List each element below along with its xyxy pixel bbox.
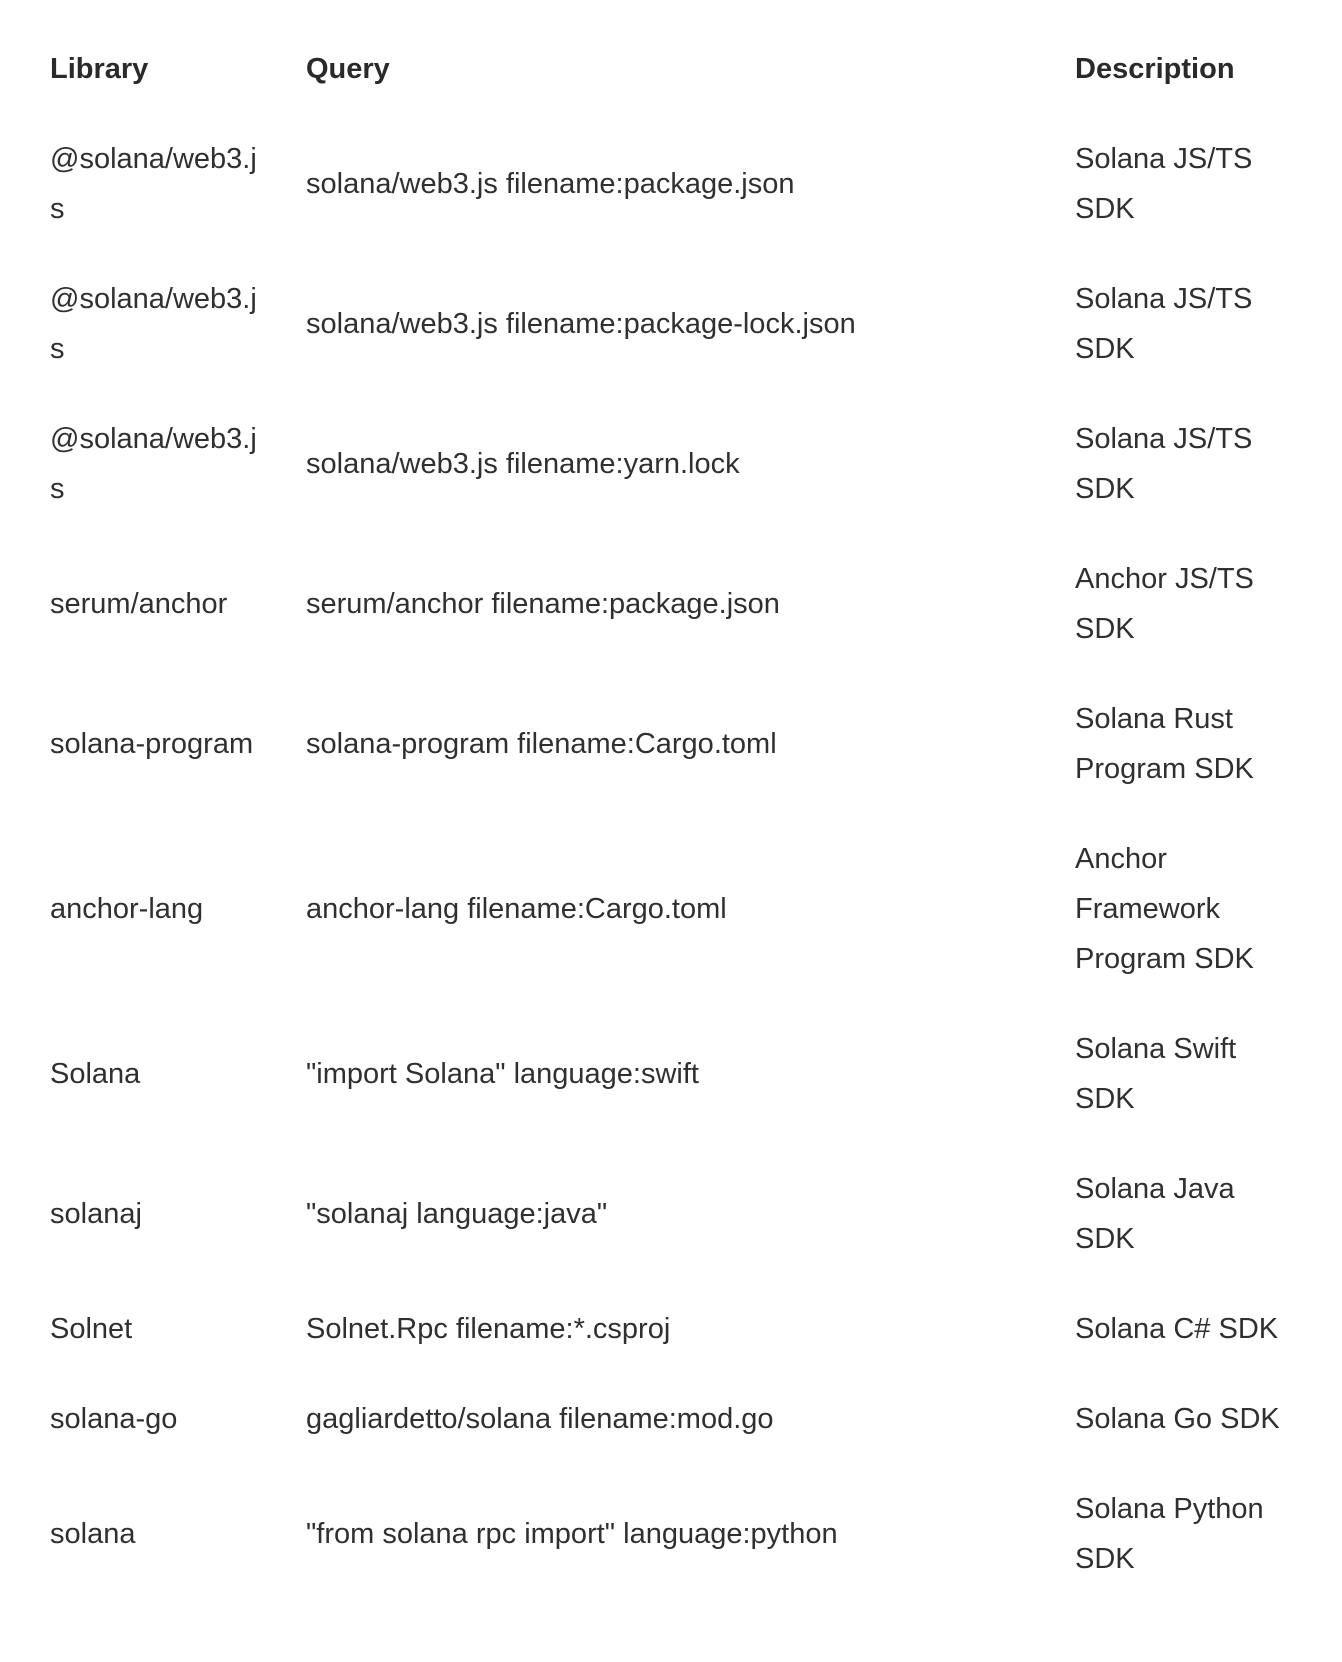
cell-description: Solana C# SDK [1075, 1313, 1279, 1345]
cell-query: gagliardetto/solana filename:mod.go [306, 1403, 774, 1435]
cell-library: anchor-lang [50, 893, 204, 925]
cell-library: Solana [50, 1058, 141, 1090]
library-query-table [30, 24, 1305, 1604]
cell-description: Solana Java SDK [1075, 1173, 1235, 1255]
table-row [30, 534, 1305, 674]
cell-library: @solana/web3.js [50, 423, 257, 505]
cell-description: Solana JS/TS SDK [1075, 423, 1253, 505]
table-row [30, 674, 1305, 814]
table-row [30, 254, 1305, 394]
cell-description: Solana Go SDK [1075, 1403, 1280, 1435]
cell-description: Anchor JS/TS SDK [1075, 563, 1254, 645]
table-row [30, 1144, 1305, 1284]
cell-description: Solana Rust Program SDK [1075, 703, 1254, 785]
cell-description: Anchor Framework Program SDK [1075, 843, 1254, 975]
cell-description: Solana Swift SDK [1075, 1033, 1237, 1115]
table-header-row [30, 24, 1305, 114]
table-row [30, 814, 1305, 1004]
table-row [30, 1374, 1305, 1464]
table-row [30, 1464, 1305, 1604]
cell-query: "solanaj language:java" [306, 1198, 608, 1230]
table-row [30, 394, 1305, 534]
cell-library: Solnet [50, 1313, 133, 1345]
cell-query: solana-program filename:Cargo.toml [306, 728, 777, 760]
cell-query: solana/web3.js filename:yarn.lock [306, 448, 740, 480]
cell-library: solana-program [50, 728, 254, 760]
cell-query: anchor-lang filename:Cargo.toml [306, 893, 727, 925]
cell-library: serum/anchor [50, 588, 228, 620]
cell-library: @solana/web3.js [50, 283, 257, 365]
cell-description: Solana Python SDK [1075, 1493, 1264, 1575]
cell-query: serum/anchor filename:package.json [306, 588, 780, 620]
cell-description: Solana JS/TS SDK [1075, 283, 1253, 365]
cell-query: Solnet.Rpc filename:*.csproj [306, 1313, 671, 1345]
cell-query: solana/web3.js filename:package.json [306, 168, 795, 200]
cell-description: Solana JS/TS SDK [1075, 143, 1253, 225]
table-row [30, 1284, 1305, 1374]
cell-library: solanaj [50, 1198, 142, 1230]
header-description: Description [1075, 53, 1235, 85]
header-library: Library [50, 53, 149, 85]
cell-library: solana-go [50, 1403, 178, 1435]
cell-query: "import Solana" language:swift [306, 1058, 699, 1090]
header-query: Query [306, 53, 390, 85]
cell-library: @solana/web3.js [50, 143, 257, 225]
cell-library: solana [50, 1518, 136, 1550]
cell-query: "from solana rpc import" language:python [306, 1518, 838, 1550]
cell-query: solana/web3.js filename:package-lock.json [306, 308, 856, 340]
table-row [30, 1004, 1305, 1144]
table-row [30, 114, 1305, 254]
